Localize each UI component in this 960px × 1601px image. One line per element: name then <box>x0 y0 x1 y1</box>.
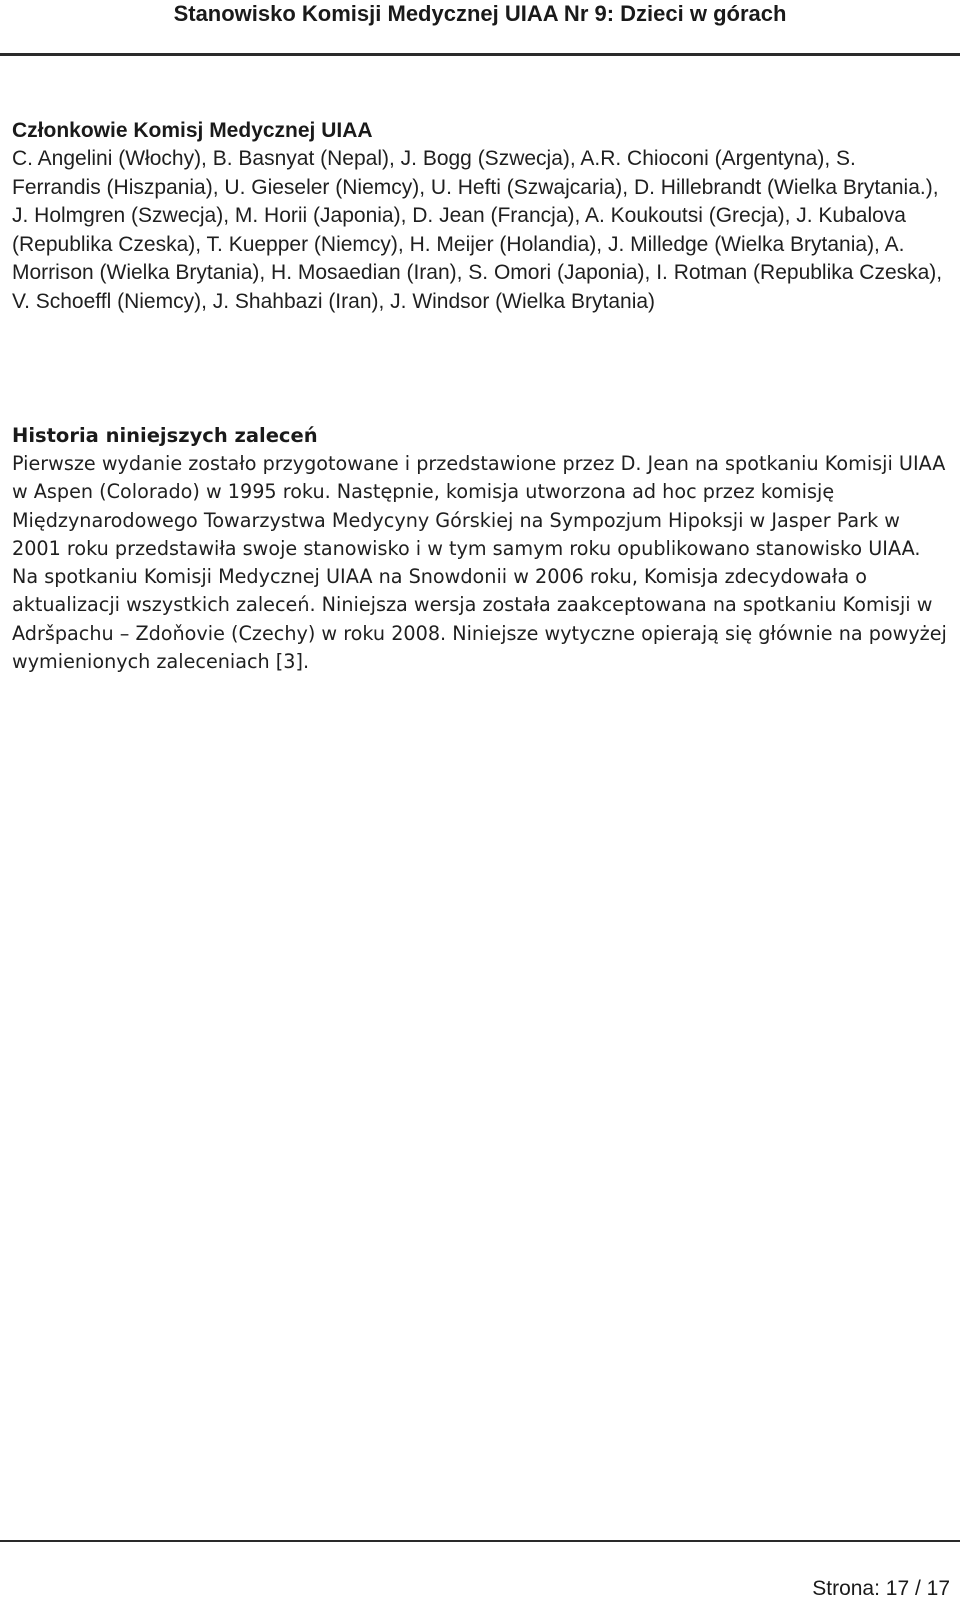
page-footer <box>0 1540 960 1600</box>
page-header <box>0 0 960 56</box>
members-list: C. Angelini (Włochy), B. Basnyat (Nepal), J. Bogg (Szwecja), A.R. Chioconi (Argentyna), S. Ferrandis (Hiszpania), U. Gieseler (Niemcy), U. Hefti (Szwajcaria), D. Hillebrandt (Wielka Brytania.), J. Holmgren (Szwecja), M. Horii (Japonia), D. Jean (Francja), A. Koukoutsi (Grecja), J. Kubalova (Republika Czeska), T. Kuepper (Niemcy), H. Meijer (Holandia), J. Milledge (Wielka Brytania), A. Morrison (Wielka Brytania), H. Mosaedian (Iran), S. Omori (Japonia), I. Rotman (Republika Czeska), V. Schoeffl (Niemcy), J. Shahbazi (Iran), J. Windsor (Wielka Brytania) <box>12 147 943 313</box>
document-title: Stanowisko Komisji Medycznej UIAA Nr 9: Dzieci w górach <box>173 1 787 26</box>
history-section <box>12 422 948 676</box>
members-section <box>12 117 948 317</box>
members-heading: Członkowie Komisj Medycznej UIAA <box>12 119 373 142</box>
page-number: Strona: 17 / 17 <box>812 1577 950 1600</box>
footer-divider <box>0 1540 960 1542</box>
header-divider <box>0 53 960 56</box>
history-paragraph: Pierwsze wydanie zostało przygotowane i przedstawione przez D. Jean na spotkaniu Komisji UIAA w Aspen (Colorado) w 1995 roku. Następnie, komisja utworzona ad hoc przez komisję Międzynarodowego Towarzystwa Medycyny Górskiej na Sympozjum Hipoksji w Jasper Park w 2001 roku przedstawiła swoje stanowisko i w tym samym roku opublikowano stanowisko UIAA. Na spotkaniu Komisji Medycznej UIAA na Snowdonii w 2006 roku, Komisja zdecydowała o aktualizacji wszystkich zaleceń. Niniejsza wersja została zaakceptowana na spotkaniu Komisji w Adršpachu – Zdoňovie (Czechy) w roku 2008. Niniejsze wytyczne opierają się głównie na powyżej wymienionych zaleceniach [3]. <box>12 452 947 674</box>
history-heading: Historia niniejszych zaleceń <box>12 424 318 447</box>
